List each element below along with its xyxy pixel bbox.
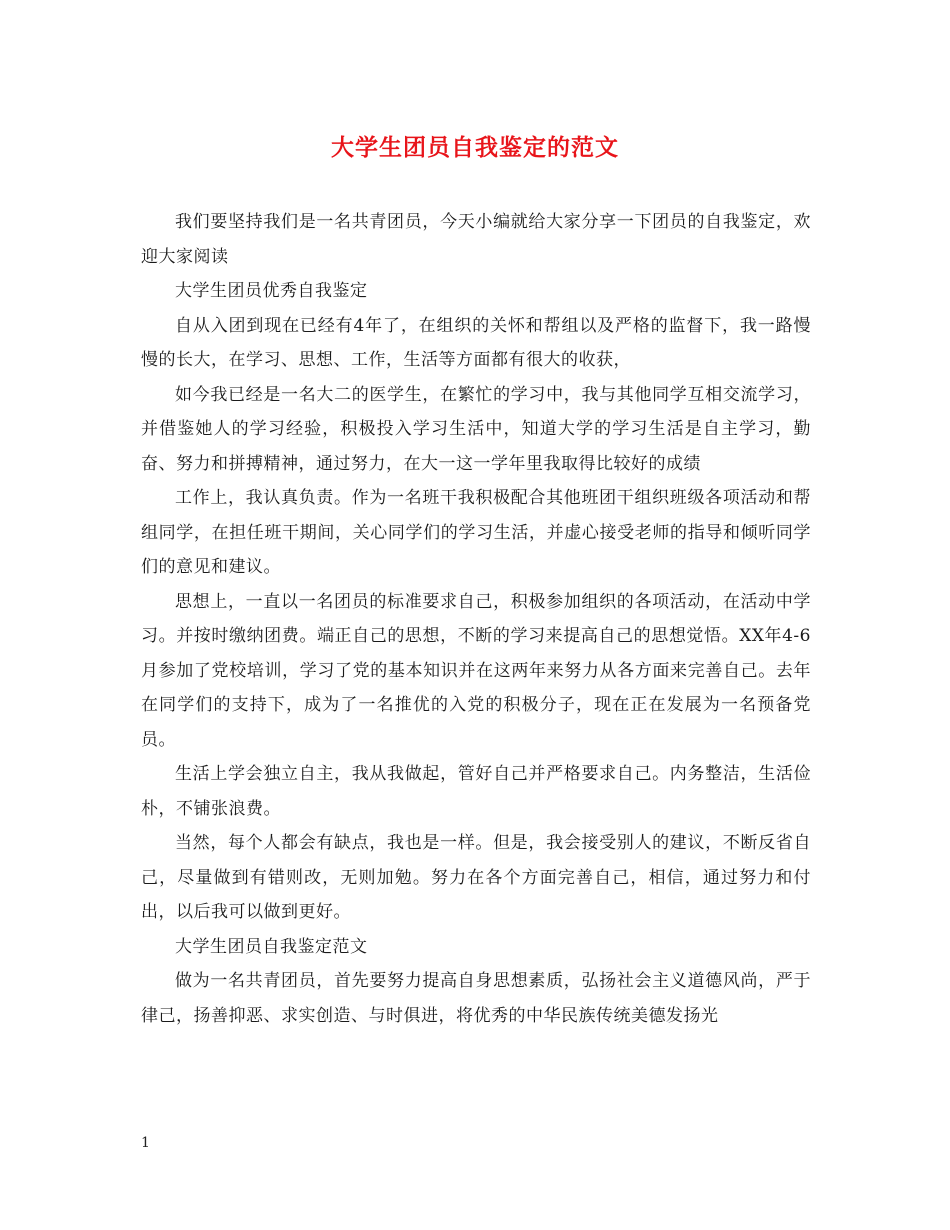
section-heading-sample: 大学生团员自我鉴定范文 [175, 936, 368, 957]
paragraph-member: 做为一名共青团员，首先要努力提高自身思想素质，弘扬社会主义道德风尚，严于律己，扬善抑恶、求实创造、与时俱进，将优秀的中华民族传统美德发扬光 [141, 971, 811, 1026]
paragraph-work: 工作上，我认真负责。作为一名班干我积极配合其他班团干组织班级各项活动和帮组同学，在担任班干期间，关心同学们的学习生活，并虚心接受老师的指导和倾听同学们的意见和建议。 [141, 488, 811, 577]
paragraph-shortcomings: 当然，每个人都会有缺点，我也是一样。但是，我会接受别人的建议，不断反省自己，尽量做到有错则改，无则加勉。努力在各个方面完善自己，相信，通过努力和付出，以后我可以做到更好。 [141, 833, 811, 922]
section-heading-excellent: 大学生团员优秀自我鉴定 [175, 281, 368, 301]
document-body [141, 205, 811, 1033]
paragraph-thought: 思想上，一直以一名团员的标准要求自己，积极参加组织的各项活动，在活动中学习。并按时缴纳团费。端正自己的思想，不断的学习来提高自己的思想觉悟。XX年4-6月参加了党校培训，学习了党的基本知识并在这两年来努力从各方面来完善自己。去年在同学们的支持下，成为了一名推优的入党的积极分子，现在正在发展为一名预备党员。 [141, 591, 811, 750]
paragraph-intro: 我们要坚持我们是一名共青团员，今天小编就给大家分享一下团员的自我鉴定，欢迎大家阅读 [141, 212, 811, 267]
document-title: 大学生团员自我鉴定的范文 [331, 134, 619, 161]
paragraph-joining: 自从入团到现在已经有4年了，在组织的关怀和帮组以及严格的监督下，我一路慢慢的长大，在学习、思想、工作，生活等方面都有很大的收获， [141, 315, 811, 370]
paragraph-study: 如今我已经是一名大二的医学生，在繁忙的学习中，我与其他同学互相交流学习，并借鉴她人的学习经验，积极投入学习生活中，知道大学的学习生活是自主学习，勤奋、努力和拼搏精神，通过努力，在大一这一学年里我取得比较好的成绩 [141, 384, 811, 474]
page-number: 1 [141, 1135, 150, 1151]
paragraph-life: 生活上学会独立自主，我从我做起，管好自己并严格要求自己。内务整洁，生活俭朴，不铺张浪费。 [141, 764, 811, 819]
